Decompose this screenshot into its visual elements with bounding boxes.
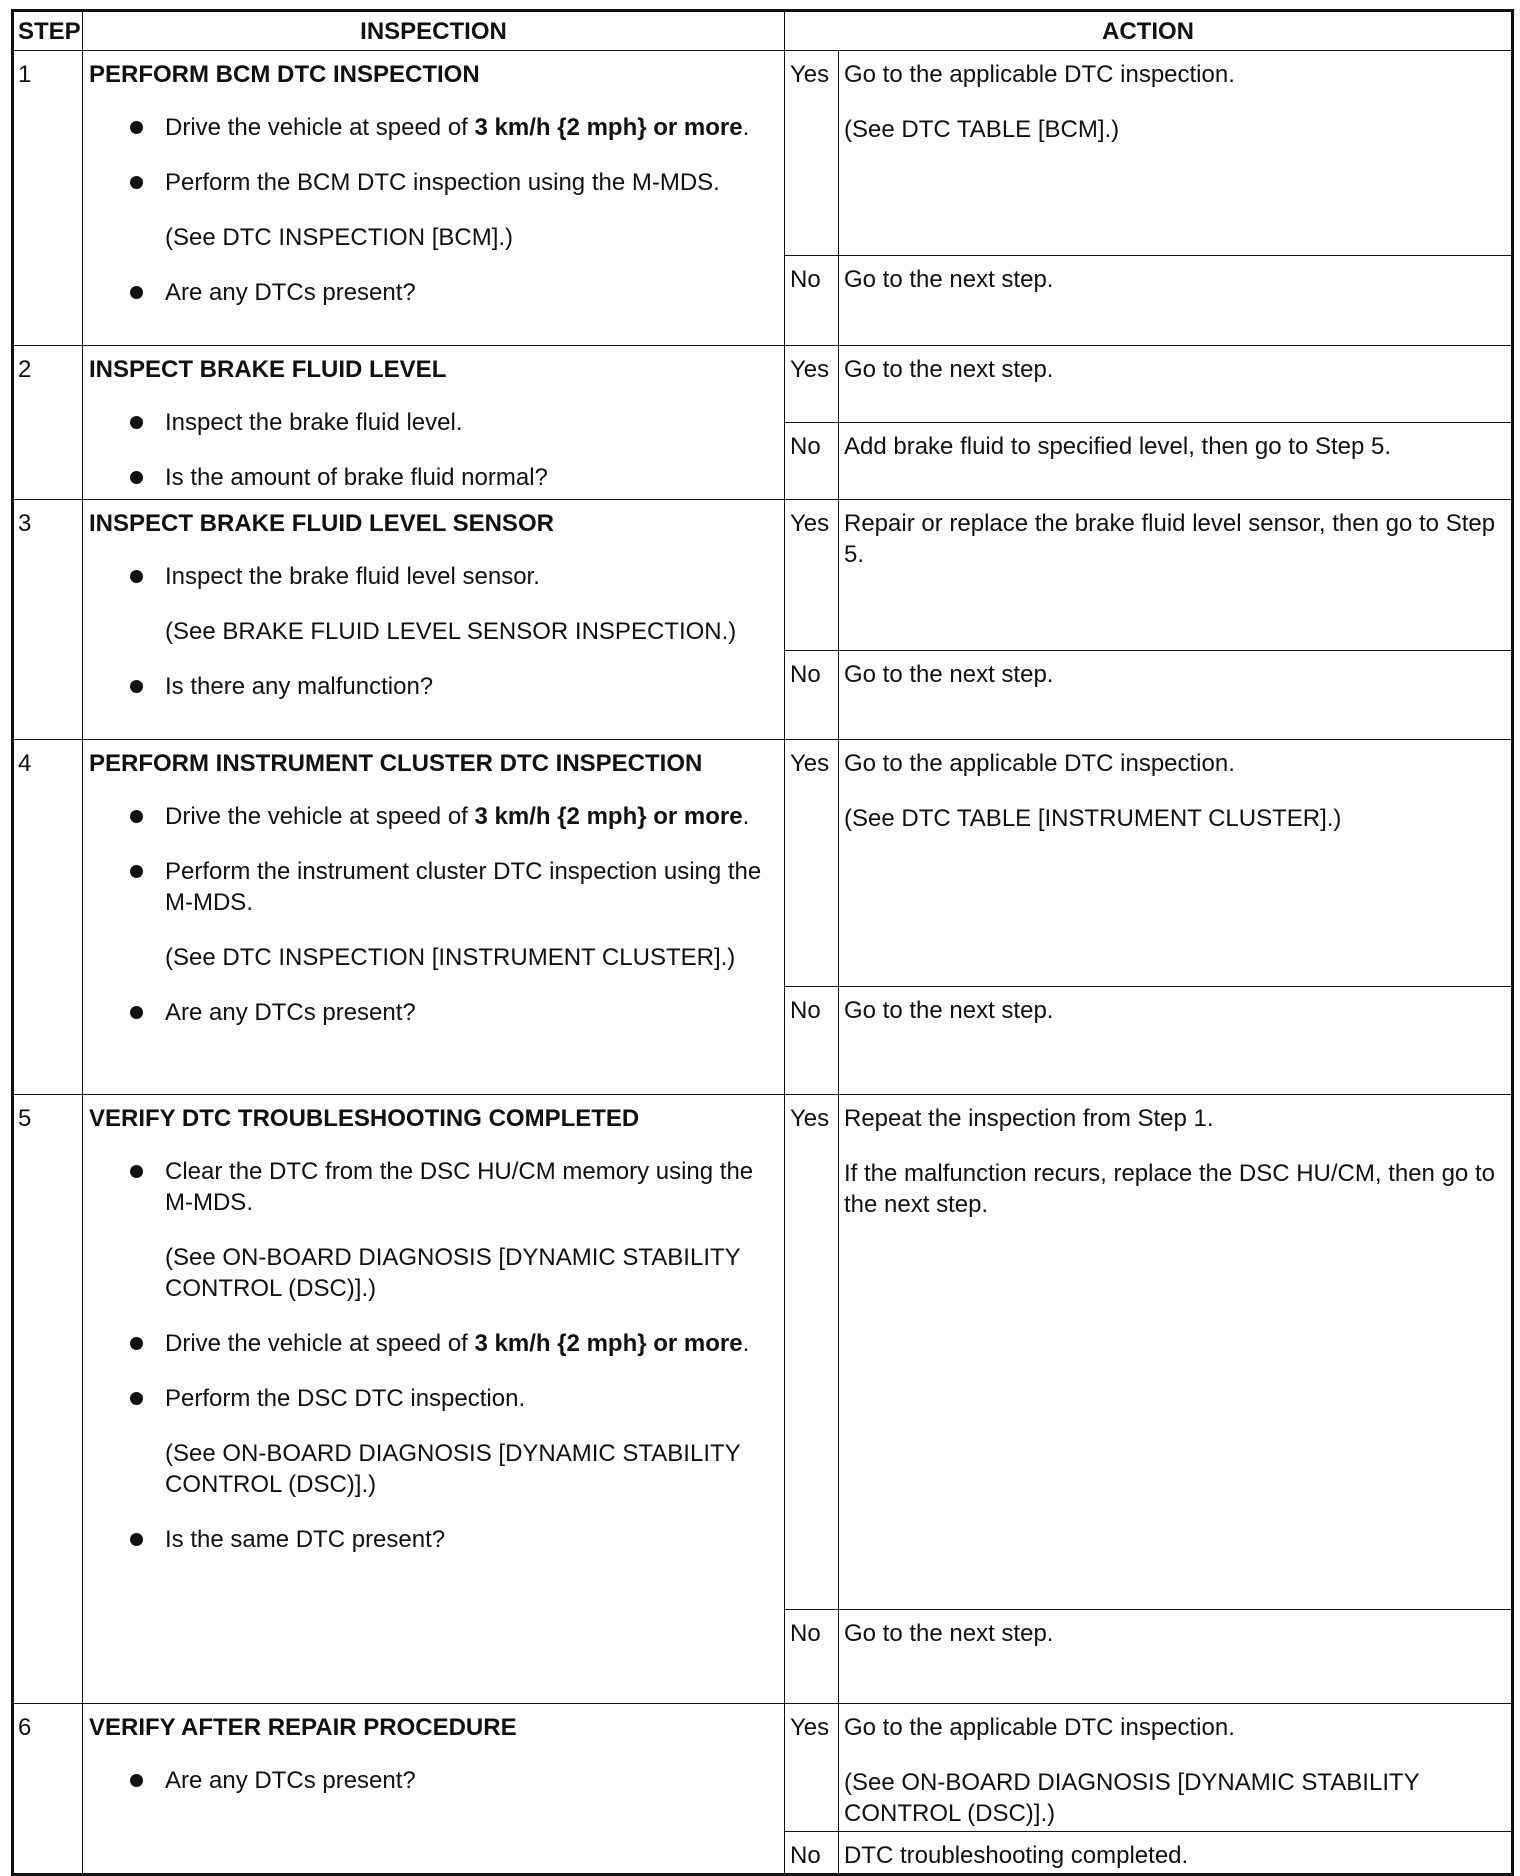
inspection-bullet [89,801,778,832]
bullet-dot-icon [130,1006,143,1019]
reference-note: (See DTC INSPECTION [BCM].) [165,224,514,251]
bullet-dot-icon [130,680,143,693]
action-text: Go to the applicable DTC inspection. [844,61,1235,88]
bullet-text: Perform the instrument cluster DTC inspection using the M-MDS. [165,858,762,916]
no-label: No [785,423,839,500]
yes-label: Yes [785,740,839,987]
bullet-dot-icon [130,865,143,878]
column-header-action: ACTION [785,11,1513,51]
step-number: 1 [13,51,83,346]
action-text: Go to the next step. [844,1620,1054,1647]
table-row [13,1704,1513,1832]
bullet-dot-icon [130,1392,143,1405]
inspection-bullet [89,112,778,143]
yes-action-cell [839,346,1513,423]
action-text: (See ON-BOARD DIAGNOSIS [DYNAMIC STABILITY CONTROL (DSC)].) [844,1769,1420,1827]
inspection-bullet [89,1156,778,1218]
action-text: Go to the next step. [844,661,1054,688]
inspection-bullet [89,277,778,308]
table-row [13,51,1513,256]
bullet-text-end: . [742,114,750,141]
no-action-cell [839,1610,1513,1704]
inspection-cell [83,500,785,740]
bullet-dot-icon [130,810,143,823]
bullet-text: Perform the BCM DTC inspection using the M-MDS. [165,169,720,196]
bullet-emphasis: 3 km/h {2 mph} or more [474,114,743,141]
inspection-bullet [89,462,778,493]
inspection-bullet [89,407,778,438]
bullet-emphasis: 3 km/h {2 mph} or more [474,1330,743,1357]
reference-note: (See ON-BOARD DIAGNOSIS [DYNAMIC STABILITY CONTROL (DSC)].) [165,1244,741,1302]
reference-note: (See ON-BOARD DIAGNOSIS [DYNAMIC STABILITY CONTROL (DSC)].) [165,1440,741,1498]
bullet-emphasis: 3 km/h {2 mph} or more [474,803,743,830]
reference-note: (See BRAKE FLUID LEVEL SENSOR INSPECTION.) [165,618,737,645]
column-header-step: STEP [13,11,83,51]
inspection-cell [83,1704,785,1875]
bullet-dot-icon [130,176,143,189]
yes-action-cell [839,500,1513,651]
bullet-dot-icon [130,416,143,429]
step-number: 5 [13,1095,83,1704]
yes-action-cell [839,740,1513,987]
inspection-title: VERIFY AFTER REPAIR PROCEDURE [89,1714,517,1741]
bullet-text: Drive the vehicle at speed of [165,803,475,830]
bullet-dot-icon [130,1533,143,1546]
inspection-bullet [89,856,778,918]
step-number: 6 [13,1704,83,1875]
action-text: Go to the next step. [844,266,1054,293]
action-text: If the malfunction recurs, replace the DSC HU/CM, then go to the next step. [844,1160,1495,1218]
inspection-bullet [89,671,778,702]
inspection-cell [83,1095,785,1704]
no-label: No [785,651,839,740]
inspection-bullet [89,1765,778,1796]
inspection-bullet [89,561,778,592]
no-action-cell [839,423,1513,500]
no-label: No [785,1610,839,1704]
inspection-title: VERIFY DTC TROUBLESHOOTING COMPLETED [89,1105,640,1132]
action-text: Repeat the inspection from Step 1. [844,1105,1214,1132]
table-row [13,1095,1513,1610]
bullet-text: Is there any malfunction? [165,673,434,700]
bullet-dot-icon [130,1774,143,1787]
bullet-text: Are any DTCs present? [165,279,416,306]
action-text: Go to the next step. [844,997,1054,1024]
bullet-dot-icon [130,1337,143,1350]
inspection-title: PERFORM BCM DTC INSPECTION [89,61,480,88]
yes-label: Yes [785,500,839,651]
no-label: No [785,256,839,346]
inspection-bullet [89,167,778,198]
bullet-text: Perform the DSC DTC inspection. [165,1385,526,1412]
no-action-cell [839,1832,1513,1875]
column-header-inspection: INSPECTION [83,11,785,51]
bullet-text-end: . [742,1330,750,1357]
bullet-text-end: . [742,803,750,830]
step-number: 2 [13,346,83,500]
inspection-title: PERFORM INSTRUMENT CLUSTER DTC INSPECTION [89,750,703,777]
yes-action-cell [839,1704,1513,1832]
action-text: Go to the applicable DTC inspection. [844,750,1235,777]
bullet-text: Is the amount of brake fluid normal? [165,464,548,491]
bullet-text: Are any DTCs present? [165,999,416,1026]
inspection-cell [83,51,785,346]
inspection-bullet [89,997,778,1028]
bullet-dot-icon [130,121,143,134]
inspection-cell [83,740,785,1095]
table-row [13,500,1513,651]
action-text: Go to the applicable DTC inspection. [844,1714,1235,1741]
inspection-title: INSPECT BRAKE FLUID LEVEL SENSOR [89,510,554,537]
bullet-dot-icon [130,471,143,484]
inspection-bullet [89,1328,778,1359]
step-number: 4 [13,740,83,1095]
no-label: No [785,987,839,1095]
action-text: Add brake fluid to specified level, then go to Step 5. [844,433,1392,460]
yes-action-cell [839,1095,1513,1610]
no-action-cell [839,987,1513,1095]
bullet-text: Drive the vehicle at speed of [165,114,475,141]
bullet-text: Drive the vehicle at speed of [165,1330,475,1357]
table-row [13,740,1513,987]
troubleshooting-table [11,9,1514,1876]
inspection-bullet [89,1524,778,1555]
action-text: (See DTC TABLE [INSTRUMENT CLUSTER].) [844,805,1342,832]
table-row [13,346,1513,423]
inspection-title: INSPECT BRAKE FLUID LEVEL [89,356,447,383]
bullet-text: Clear the DTC from the DSC HU/CM memory using the M-MDS. [165,1158,754,1216]
no-action-cell [839,256,1513,346]
bullet-dot-icon [130,570,143,583]
action-text: (See DTC TABLE [BCM].) [844,116,1120,143]
yes-label: Yes [785,346,839,423]
bullet-text: Is the same DTC present? [165,1526,446,1553]
bullet-text: Are any DTCs present? [165,1767,416,1794]
bullet-text: Inspect the brake fluid level sensor. [165,563,540,590]
no-action-cell [839,651,1513,740]
troubleshooting-table-container [11,9,1511,1876]
action-text: DTC troubleshooting completed. [844,1842,1189,1869]
yes-action-cell [839,51,1513,256]
yes-label: Yes [785,51,839,256]
yes-label: Yes [785,1704,839,1832]
step-number: 3 [13,500,83,740]
bullet-text: Inspect the brake fluid level. [165,409,463,436]
yes-label: Yes [785,1095,839,1610]
inspection-cell [83,346,785,500]
no-label: No [785,1832,839,1875]
inspection-bullet [89,1383,778,1414]
reference-note: (See DTC INSPECTION [INSTRUMENT CLUSTER].) [165,944,736,971]
bullet-dot-icon [130,286,143,299]
table-header-row [13,11,1513,51]
action-text: Go to the next step. [844,356,1054,383]
bullet-dot-icon [130,1165,143,1178]
action-text: Repair or replace the brake fluid level sensor, then go to Step 5. [844,510,1496,568]
